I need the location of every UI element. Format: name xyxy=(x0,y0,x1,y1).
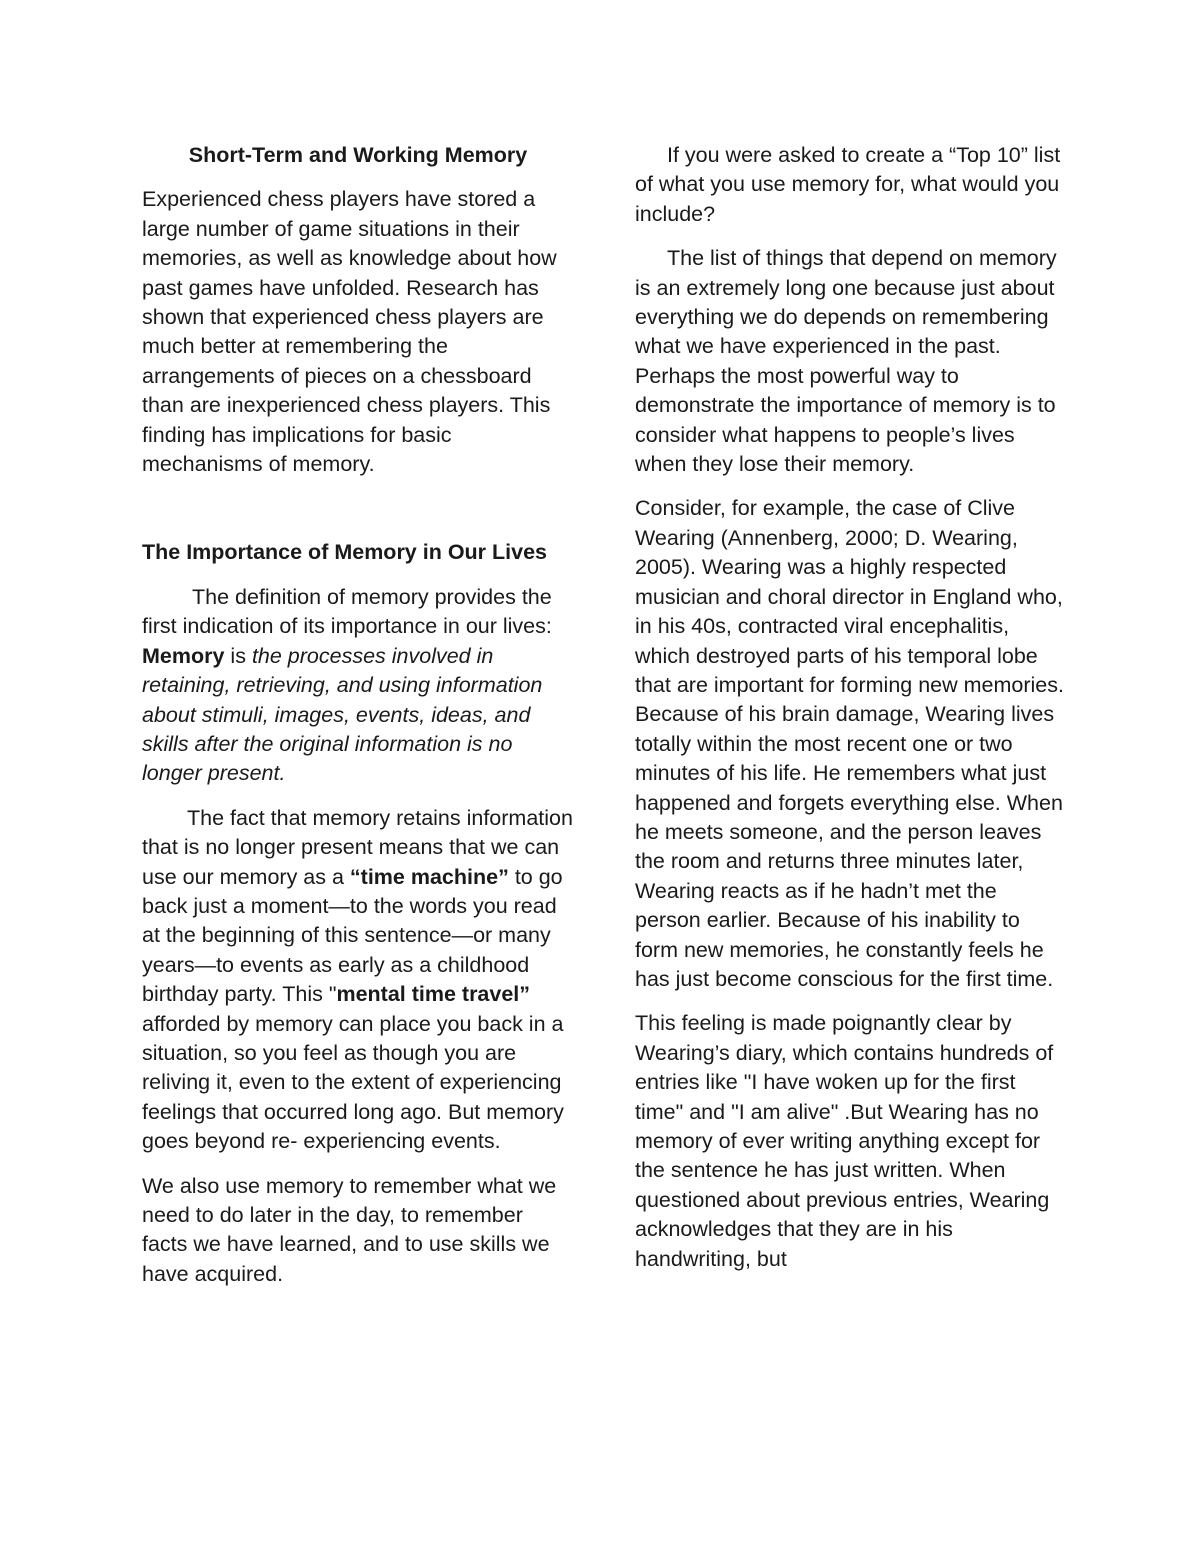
definition-connector: is xyxy=(224,643,252,668)
page-title: Short-Term and Working Memory xyxy=(188,143,528,167)
time-machine-paragraph xyxy=(142,804,574,1157)
left-column xyxy=(142,141,574,1304)
memory-list-paragraph: The list of things that depend on memory is an extremely long one because just about everything we do depends on remembering what we have experienced in the past. Perhaps the most powerful way to demonstrate the importance of memory is to consider what happens to people’s lives when they lose their memory. xyxy=(635,246,1057,477)
memory-definition: the processes involved in retaining, retrieving, and using information about stimuli, images, events, ideas, and skills after the original information is no longer present. xyxy=(142,643,543,786)
section-spacer xyxy=(142,494,574,538)
time-machine-text-3: afforded by memory can place you back in a situation, so you feel as though you are reliving it, even to the extent of experiencing feelings that occurred long ago. But memory goes beyond re- experiencing events. xyxy=(142,1011,564,1154)
chess-paragraph: Experienced chess players have stored a large number of game situations in their memories, as well as knowledge about how past games have unfolded. Research has shown that experienced chess players are much better at remembering the arrangements of pieces on a chessboard than are inexperienced chess players. This finding has implications for basic mechanisms of memory. xyxy=(142,187,557,477)
memory-term: Memory xyxy=(142,643,225,668)
right-column xyxy=(635,141,1065,1289)
definition-paragraph xyxy=(142,583,574,789)
top10-paragraph: If you were asked to create a “Top 10” list of what you use memory for, what would you include? xyxy=(635,143,1061,226)
diary-paragraph: This feeling is made poignantly clear by Wearing’s diary, which contains hundreds of entries like "I have woken up for the first time" and "I am alive" .But Wearing has no memory of ever writing anything except for the sentence he has just written. When questioned about previous entries, Wearing acknowledges that they are in his handwriting, but xyxy=(635,1011,1054,1271)
definition-lead: The definition of memory provides the first indication of its importance in our lives: xyxy=(142,584,552,639)
time-machine-text-2: to go back just a moment—to the words you read at the beginning of this sentence—or many years—to events as early as a childhood birthday party. This " xyxy=(142,864,563,1007)
mental-time-travel-term: mental time travel” xyxy=(336,982,531,1007)
time-machine-term: “time machine” xyxy=(349,864,509,889)
section-heading: The Importance of Memory in Our Lives xyxy=(142,540,547,565)
clive-wearing-paragraph: Consider, for example, the case of Clive Wearing (Annenberg, 2000; D. Wearing, 2005). Wearing was a highly respected musician and choral director in England who, in his 40s, contracted viral encephalitis, which destroyed parts of his temporal lobe that are important for forming new memories. Because of his brain damage, Wearing lives totally within the most recent one or two minutes of his life. He remembers what just happened and forgets everything else. When he meets someone, and the person leaves the room and returns three minutes later, Wearing reacts as if he hadn’t met the person earlier. Because of his inability to form new memories, he constantly feels he has just become conscious for the first time. xyxy=(635,496,1064,991)
time-machine-text-1: The fact that memory retains information that is no longer present means that we can use our memory as a xyxy=(142,805,573,889)
uses-paragraph: We also use memory to remember what we need to do later in the day, to remember facts we have learned, and to use skills we have acquired. xyxy=(142,1173,557,1286)
